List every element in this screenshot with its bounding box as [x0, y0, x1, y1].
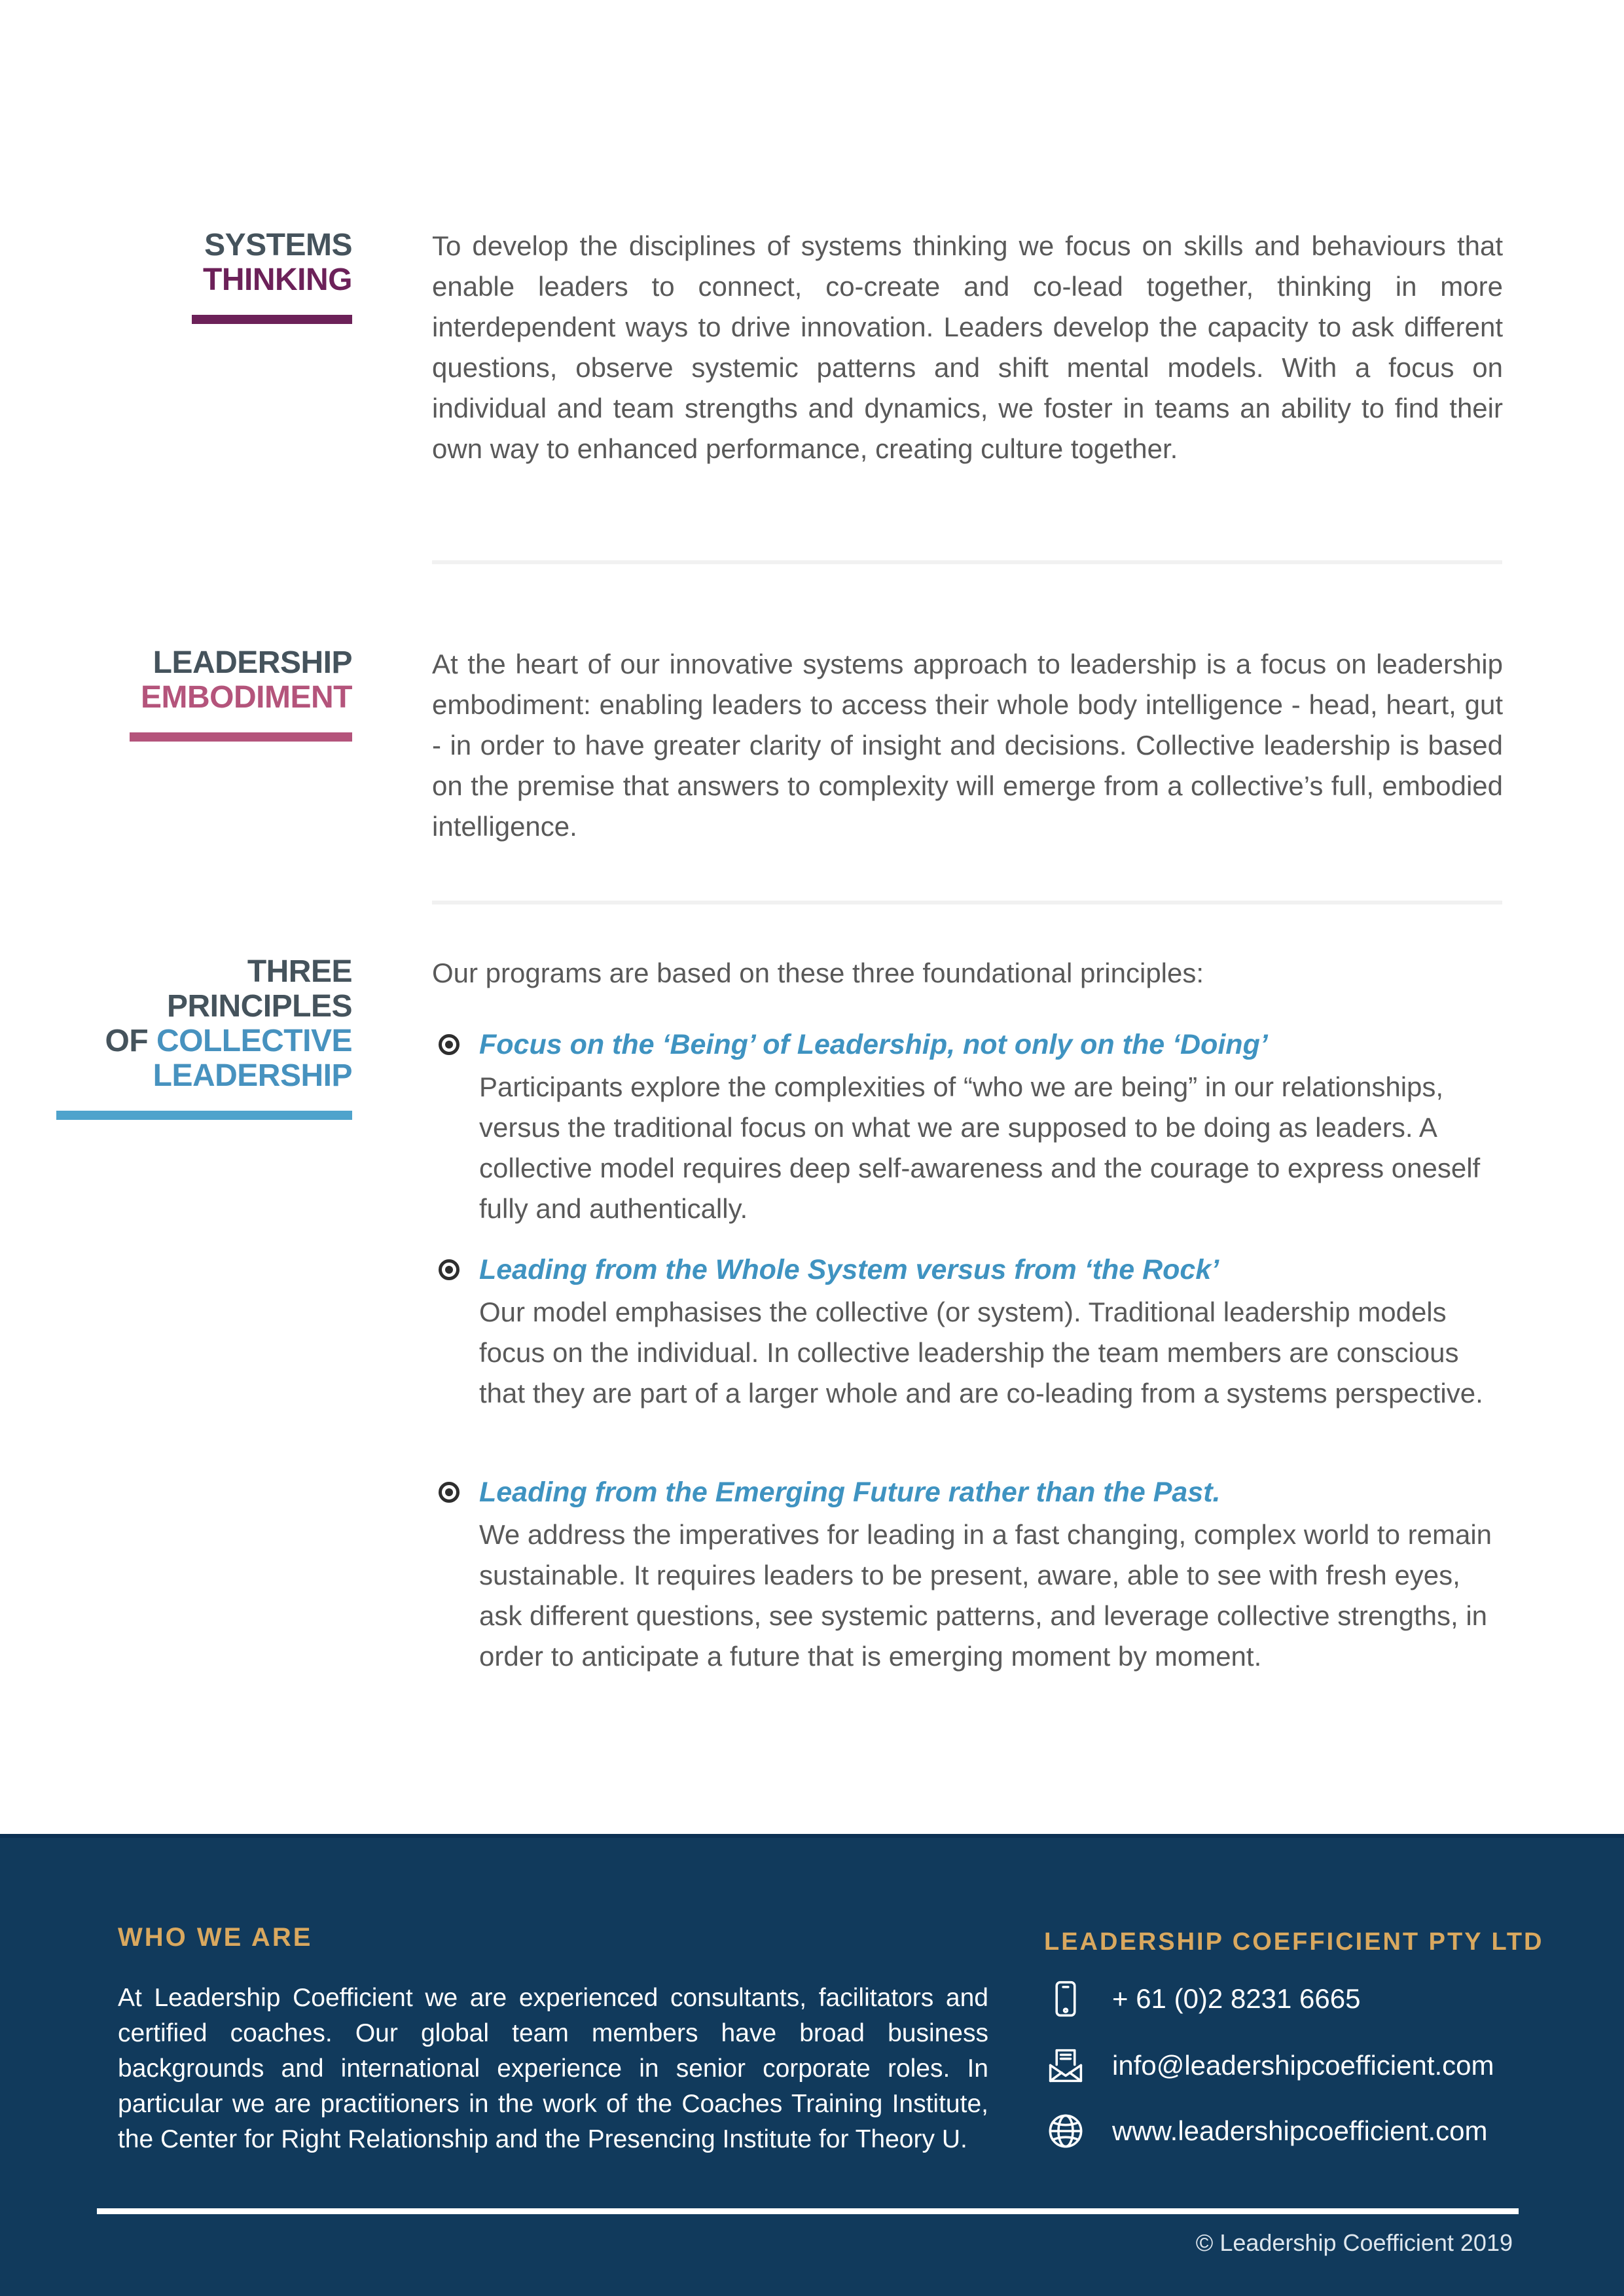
principle-body: Our model emphasises the collective (or system). Traditional leadership models focus on the individual. In collective leadership the team members are conscious that they are part of a larger whole and are co-leading from a systems perspective.: [479, 1297, 1483, 1408]
heading-line-embodiment: EMBODIMENT: [141, 680, 352, 715]
bullet-icon: [439, 1259, 460, 1280]
mail-icon: [1044, 2044, 1087, 2087]
bullet-icon: [439, 1482, 460, 1503]
principle-title: Leading from the Emerging Future rather than the Past.: [479, 1477, 1221, 1508]
phone-number: + 61 (0)2 8231 6665: [1112, 1983, 1361, 2014]
section-divider: [432, 901, 1502, 905]
leadership-embodiment-paragraph: At the heart of our innovative systems approach to leadership is a focus on leadership embodiment: enabling leaders to access their whole body intelligence - head, heart, gut - in order to have greater clarity of insight and decisions. Collective leadership is based on the premise that answers to complexity will emerge from a collective’s full, embodied intelligence.: [432, 649, 1503, 842]
contact-phone-row: [1044, 1967, 1360, 2030]
email-address: info@leadershipcoefficient.com: [1112, 2050, 1494, 2081]
heading-line-three-principles: THREE PRINCIPLES: [166, 954, 352, 1024]
section-divider: [432, 560, 1502, 564]
heading-line-leadership: LEADERSHIP: [153, 645, 352, 680]
who-we-are-heading: WHO WE ARE: [118, 1923, 313, 1952]
section-heading-three-principles: [56, 954, 352, 1120]
website-url: www.leadershipcoefficient.com: [1112, 2115, 1488, 2146]
heading-underline-plum: [192, 315, 352, 324]
heading-segment-of: OF: [105, 1024, 156, 1058]
who-we-are-paragraph: At Leadership Coefficient we are experienced consultants, facilitators and certified coaches. Our global team members have broad business backgrounds and international experience in senior corporate roles. In particular we are practitioners in the work of the Coaches Training Institute, the Center for Right Relationship and the Presencing Institute for Theory U.: [118, 1984, 988, 2153]
contact-website-row: [1044, 2100, 1488, 2162]
globe-icon: [1044, 2109, 1087, 2153]
principle-item-whole-system: [432, 1251, 1506, 1414]
heading-line-thinking: THINKING: [203, 262, 352, 297]
heading-line-of-collective: [56, 1024, 352, 1058]
principle-body: We address the imperatives for leading in a fast changing, complex world to remain sustainable. It requires leaders to be present, aware, able to see with fresh eyes, ask different questions, see systemic patterns, and leverage collective strengths, in order to anticipate a future that is emerging moment by moment.: [479, 1519, 1492, 1672]
company-name-heading: LEADERSHIP COEFFICIENT PTY LTD: [1044, 1928, 1544, 1956]
principle-title: Focus on the ‘Being’ of Leadership, not only on the ‘Doing’: [479, 1029, 1268, 1060]
principle-body: Participants explore the complexities of “who we are being” in our relationships, versus the traditional focus on what we are supposed to be doing as leaders. A collective model requires deep self-awareness and the courage to express oneself fully and authentically.: [479, 1071, 1481, 1224]
heading-line-leadership: LEADERSHIP: [153, 1058, 352, 1093]
footer: [0, 1834, 1624, 2296]
heading-line-systems: SYSTEMS: [204, 228, 352, 262]
contact-email-row: [1044, 2034, 1494, 2097]
phone-icon: [1044, 1977, 1087, 2020]
systems-thinking-paragraph: To develop the disciplines of systems thinking we focus on skills and behaviours that enable leaders to connect, co-create and co-lead together, thinking in more interdependent ways to drive innovation. Leaders develop the capacity to ask different questions, observe systemic patterns and shift mental models. With a focus on individual and team strengths and dynamics, we foster in teams an ability to find their own way to enhanced performance, creating culture together.: [432, 230, 1503, 464]
footer-rule: [97, 2208, 1519, 2214]
heading-segment-collective: COLLECTIVE: [156, 1024, 352, 1058]
copyright-text: © Leadership Coefficient 2019: [1195, 2229, 1513, 2256]
principles-intro: Our programs are based on these three foundational principles:: [432, 958, 1204, 988]
heading-underline-rose: [130, 732, 352, 742]
heading-underline-blue: [56, 1111, 352, 1120]
section-heading-leadership-embodiment: [56, 645, 352, 742]
principle-item-emerging-future: [432, 1474, 1506, 1677]
principle-title: Leading from the Whole System versus from ‘the Rock’: [479, 1254, 1219, 1285]
principle-item-being: [432, 1026, 1506, 1229]
bullet-icon: [439, 1034, 460, 1055]
section-heading-systems-thinking: [56, 228, 352, 324]
